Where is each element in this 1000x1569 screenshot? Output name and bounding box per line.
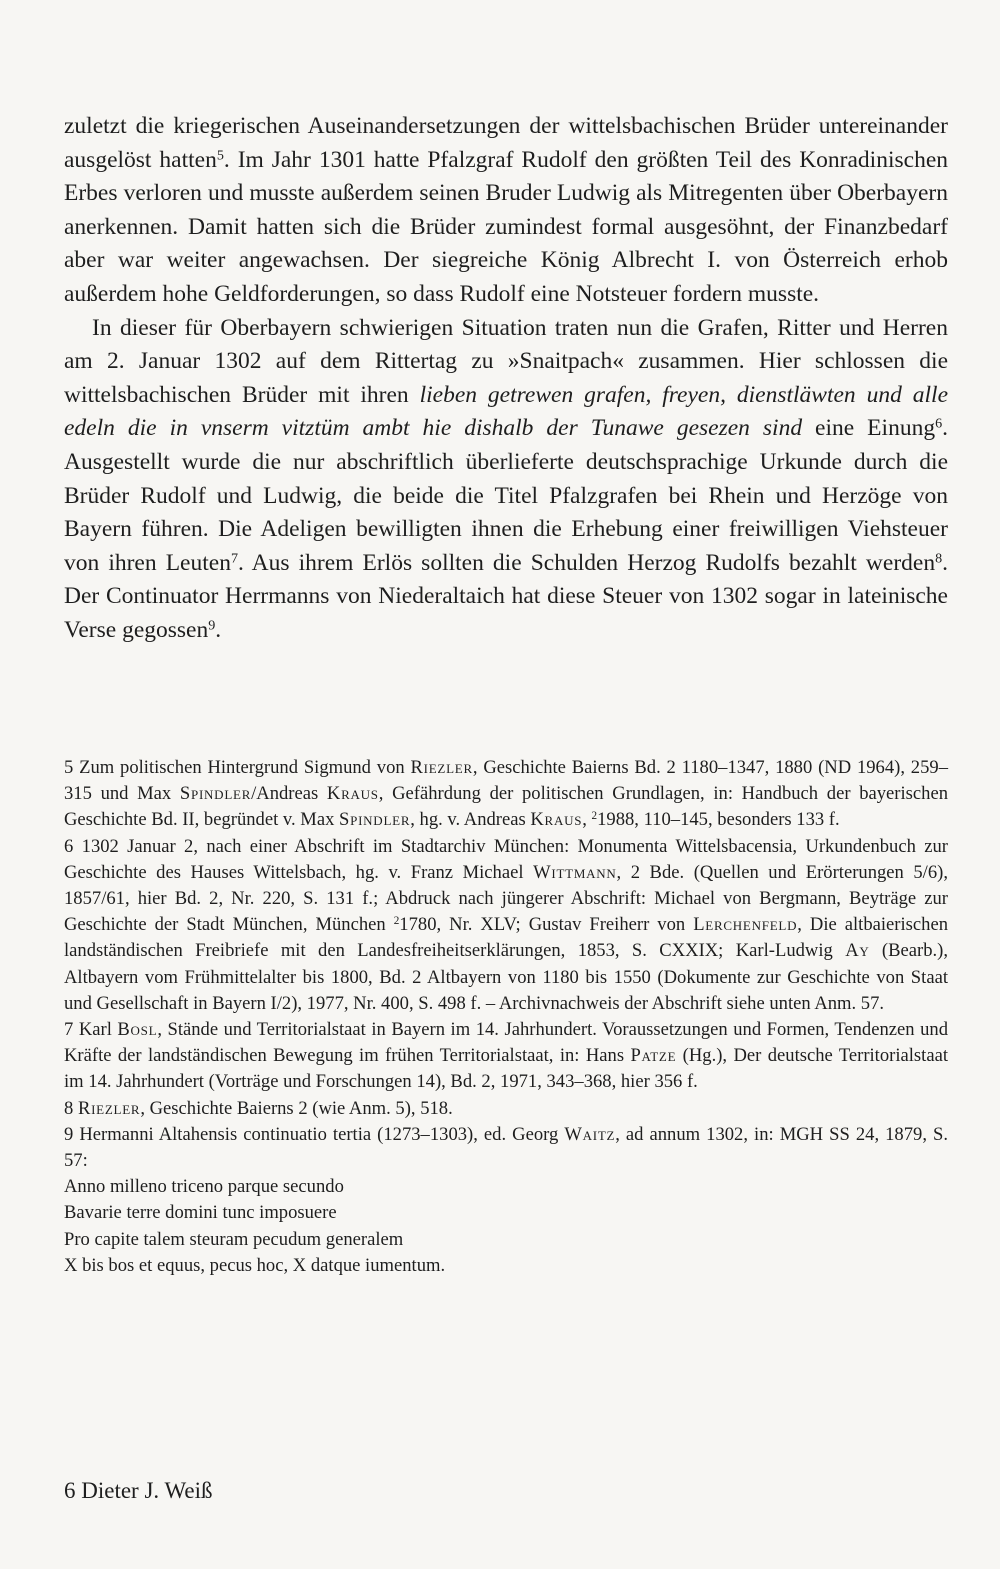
author-name: Spindler [339, 809, 411, 831]
author-name: Patze [630, 1045, 677, 1067]
author-name: Lerchenfeld [693, 914, 798, 936]
text-run: eine Einung [802, 415, 936, 442]
fn-text: , Stände und Territorialstaat in Bayern im 14. Jahrhundert. Voraussetzungen und Formen, Tendenzen und Kräfte der landständischen Bewegung im frühen Territorialstaat, in: Hans [64, 1019, 948, 1067]
footer-author: Dieter J. Weiß [81, 1478, 213, 1503]
footnote-ref-6: 6 [935, 415, 943, 432]
fn-text: , Gefährdung der politischen Grundlagen, in: Handbuch der bayerischen Geschichte Bd. II, begründet v. Max [64, 783, 948, 831]
main-text [64, 110, 948, 648]
fn-text: , hg. v. Andreas [410, 809, 531, 831]
author-name: Riezler [77, 1097, 141, 1119]
footnote-ref-5: 5 [216, 146, 224, 163]
footnote-9 [64, 1122, 948, 1174]
verse-line: Bavarie terre domini tunc imposuere [64, 1202, 337, 1224]
text-run: . Der Continuator Herrmanns von Niederaltaich hat diese Steuer von 1302 sogar in lateinische Verse gegossen [64, 549, 949, 643]
fn-text: 6 1302 Januar 2, nach einer Abschrift im Stadtarchiv München: Monumenta Wittelsbacensia, Urkundenbuch zur Geschichte des Hauses Wittelsbach, hg. v. Franz Michael [64, 835, 948, 883]
author-name: Riezler [410, 757, 473, 778]
verse-line: Anno milleno triceno parque secundo [64, 1176, 344, 1198]
footnote-ref-9: 9 [208, 617, 216, 634]
text-run: . [215, 616, 222, 643]
fn-text: 1988, 110–145, besonders 133 f. [597, 809, 840, 831]
footnote-8 [64, 1096, 948, 1122]
fn-text: 7 Karl [64, 1019, 118, 1041]
edition-number: 2 [393, 915, 400, 928]
text-run: . Ausgestellt wurde die nur abschriftlich überlieferte deutschsprachige Urkunde durch die Brüder Rudolf und Ludwig, die beide die Titel Pfalzgrafen bei Rhein und Herzöge von Bayern führen. Die Adeligen bewilligten ihnen die Erhebung einer freiwilligen Viehsteuer von ihren Leuten [64, 415, 948, 576]
footnote-7 [64, 1017, 948, 1096]
author-name: Kraus [326, 783, 379, 805]
fn-text: 8 [64, 1097, 78, 1119]
page-footer [64, 1476, 212, 1506]
author-name: Ay [845, 940, 870, 962]
author-name: Wittmann [533, 861, 617, 883]
text-run: . Aus ihrem Erlös sollten die Schulden Herzog Rudolfs bezahlt werden [238, 549, 936, 576]
footnote-5 [64, 755, 948, 834]
fn-text: , Die altbaierischen landständischen Freibriefe mit den Landesfreiheitserklärungen, 1853, S. CXXIX; Karl-Ludwig [64, 914, 948, 962]
author-name: Spindler [179, 783, 252, 805]
fn-text: (Bearb.), Altbayern vom Frühmittelalter bis 1800, Bd. 2 Altbayern von 1180 bis 1550 (Dokumente zur Geschichte von Staat und Gesellschaft in Bayern I/2), 1977, Nr. 400, S. 498 f. – Archivnachweis der Abschrift siehe unten Anm. 57. [64, 940, 948, 1014]
footnote-ref-8: 8 [935, 549, 943, 566]
quotation-italic: lieben getrewen grafen, freyen, dienstläwten und alle edeln die in vnserm vitztüm ambt hie dishalb der Tunawe gesezen sind [64, 381, 948, 442]
edition-number: 2 [591, 810, 598, 823]
footnotes [64, 755, 948, 1279]
fn-text: 9 Hermanni Altahensis continuatio tertia (1273–1303), ed. Georg [64, 1123, 565, 1145]
paragraph-1 [64, 110, 948, 312]
fn-text: 5 Zum politischen Hintergrund Sigmund von [64, 757, 411, 778]
footnote-6 [64, 834, 948, 1017]
fn-text: 1780, Nr. XLV; Gustav Freiherr von [399, 914, 694, 936]
author-name: Bosl [117, 1019, 158, 1041]
fn-text: , 2 Bde. (Quellen und Erörterungen 5/6), 1857/61, hier Bd. 2, Nr. 220, S. 131 f.; Abdruck nach jüngerer Abschrift: Michael von Bergmann, Beyträge zur Geschichte der Stadt München, München [64, 861, 948, 936]
fn-text: , [582, 809, 592, 831]
text-run: . Im Jahr 1301 hatte Pfalzgraf Rudolf den größten Teil des Konradinischen Erbes verloren und musste außerdem seinen Bruder Ludwig als Mitregenten über Oberbayern anerkennen. Damit hatten sich die Brüder zumindest formal ausgesöhnt, der Finanzbedarf aber war weiter angewachsen. Der siegreiche König Albrecht I. von Österreich erhob außerdem hohe Geldforderungen, so dass Rudolf eine Notsteuer fordern musste. [64, 146, 948, 307]
fn-text: (Hg.), Der deutsche Territorialstaat im 14. Jahrhundert (Vorträge und Forschungen 14), Bd. 2, 1971, 343–368, hier 356 f. [64, 1045, 948, 1093]
text-run: In dieser für Oberbayern schwierigen Situation traten nun die Grafen, Ritter und Herren am 2. Januar 1302 auf dem Rittertag zu »Snaitpach« zusammen. Hier schlossen die wittelsbachischen Brüder mit ihren [64, 314, 948, 408]
verse-line: Pro capite talem steuram pecudum generalem [64, 1228, 404, 1250]
page-number: 6 [64, 1478, 76, 1503]
verse-line: X bis bos et equus, pecus hoc, X datque iumentum. [64, 1254, 446, 1276]
paragraph-2 [64, 312, 948, 648]
text-run: zuletzt die kriegerischen Auseinandersetzungen der wittelsbachischen Brüder untereinander ausgelöst hatten [64, 113, 948, 173]
author-name: Waitz [564, 1123, 616, 1145]
fn-text: /Andreas [251, 783, 327, 805]
footnote-ref-7: 7 [230, 549, 238, 566]
author-name: Kraus [530, 809, 583, 831]
fn-text: , ad annum 1302, in: MGH SS 24, 1879, S. 57: [64, 1123, 949, 1172]
fn-text: , Geschichte Baierns Bd. 2 1180–1347, 1880 (ND 1964), 259–315 und Max [64, 757, 948, 805]
fn-text: , Geschichte Baierns 2 (wie Anm. 5), 518. [140, 1097, 453, 1119]
